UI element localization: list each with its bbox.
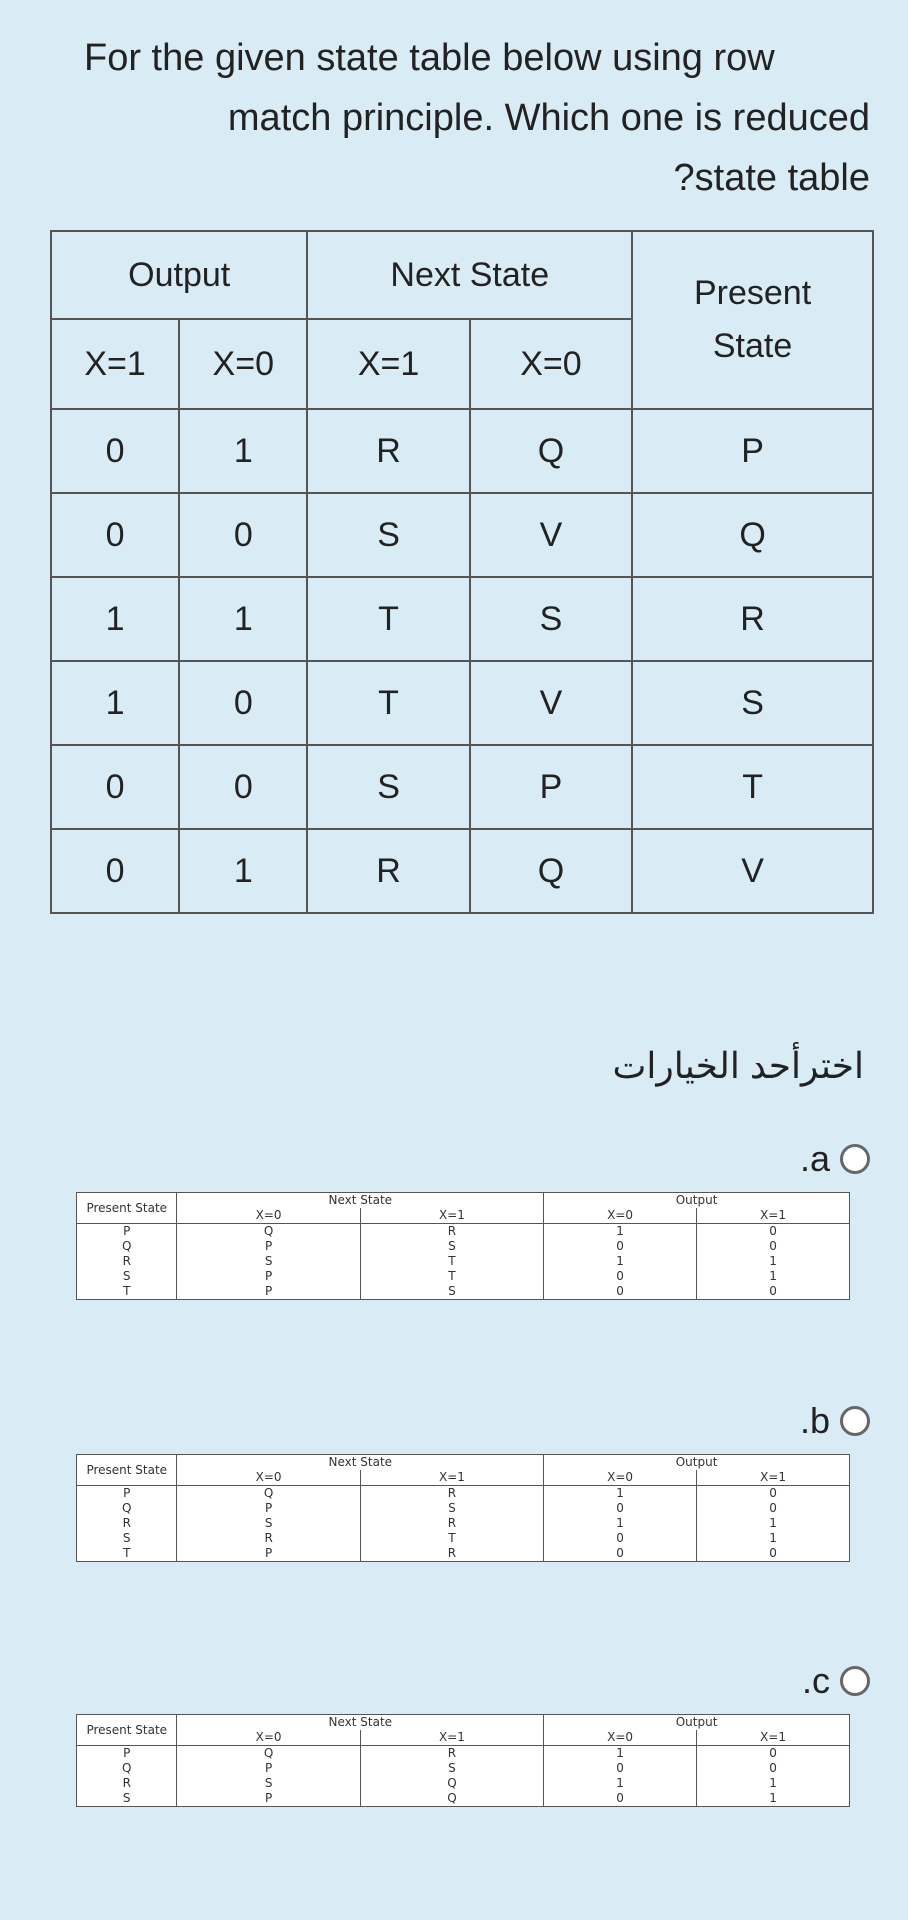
mini-subheader-row (77, 1470, 850, 1486)
table-cell: 0 (179, 661, 307, 745)
mini-table-cell: 1 (544, 1254, 697, 1269)
sub-header: X=0 (179, 319, 307, 409)
mini-header-row (77, 1193, 850, 1209)
table-cell: 0 (51, 829, 179, 913)
option-b-radio[interactable] (840, 1406, 870, 1436)
mini-table-row (77, 1776, 850, 1791)
mini-table-cell: P (177, 1761, 360, 1776)
mini-table-cell: 1 (697, 1254, 850, 1269)
mini-header-output: Output (544, 1715, 850, 1731)
header-present-line-1: Present (693, 274, 812, 312)
mini-table-row (77, 1239, 850, 1254)
header-present-line-2: State (712, 327, 793, 365)
mini-table-cell: 1 (697, 1269, 850, 1284)
table-cell: V (632, 829, 873, 913)
mini-table-cell: R (360, 1516, 543, 1531)
mini-table-cell: P (77, 1224, 177, 1240)
mini-table-cell: P (177, 1501, 360, 1516)
header-next-state: Next State (307, 231, 632, 319)
mini-table-cell: P (177, 1791, 360, 1807)
mini-table-cell: Q (77, 1501, 177, 1516)
table-row (51, 661, 873, 745)
mini-header-present: Present State (77, 1455, 177, 1486)
option-a-radio[interactable] (840, 1144, 870, 1174)
mini-table-cell: Q (360, 1776, 543, 1791)
mini-table-cell: Q (360, 1791, 543, 1807)
mini-subheader-row (77, 1208, 850, 1224)
mini-table-cell: S (360, 1239, 543, 1254)
table-cell: 1 (179, 409, 307, 493)
mini-header-present: Present State (77, 1715, 177, 1746)
mini-table-cell: 1 (697, 1791, 850, 1807)
mini-table-cell: Q (77, 1761, 177, 1776)
mini-header-row (77, 1715, 850, 1731)
mini-sub-header: X=1 (697, 1470, 850, 1486)
question-text (70, 28, 870, 208)
mini-table-cell: S (360, 1761, 543, 1776)
table-row (51, 745, 873, 829)
mini-header-output: Output (544, 1455, 850, 1471)
mini-table-cell: 0 (544, 1284, 697, 1300)
mini-table-row (77, 1546, 850, 1562)
mini-sub-header: X=1 (697, 1208, 850, 1224)
mini-table-cell: T (77, 1284, 177, 1300)
mini-table-cell: 0 (697, 1761, 850, 1776)
mini-header-next: Next State (177, 1455, 544, 1471)
mini-table-cell: 0 (544, 1791, 697, 1807)
table-cell: S (307, 493, 469, 577)
mini-sub-header: X=0 (544, 1730, 697, 1746)
option-a-label: .a (799, 1138, 830, 1179)
mini-table-cell: S (360, 1501, 543, 1516)
mini-table-row (77, 1791, 850, 1807)
mini-table-cell: 1 (544, 1224, 697, 1240)
table-cell: Q (470, 829, 632, 913)
table-cell: V (470, 661, 632, 745)
mini-table-cell: 1 (544, 1776, 697, 1791)
mini-sub-header: X=1 (360, 1730, 543, 1746)
mini-table-cell: S (77, 1531, 177, 1546)
mini-table-cell: 0 (544, 1501, 697, 1516)
table-cell: P (632, 409, 873, 493)
mini-table-cell: P (77, 1746, 177, 1762)
mini-table-cell: 1 (544, 1746, 697, 1762)
mini-subheader-row (77, 1730, 850, 1746)
option-a[interactable] (800, 1138, 870, 1180)
mini-table-cell: P (177, 1284, 360, 1300)
table-cell: 0 (51, 409, 179, 493)
table-cell: 0 (179, 745, 307, 829)
mini-table-cell: 0 (544, 1239, 697, 1254)
table-cell: 1 (179, 829, 307, 913)
table-cell: 0 (51, 745, 179, 829)
header-present-state (632, 231, 873, 409)
mini-table-row (77, 1254, 850, 1269)
sub-header: X=1 (307, 319, 469, 409)
mini-header-output: Output (544, 1193, 850, 1209)
mini-sub-header: X=0 (177, 1470, 360, 1486)
table-row (51, 493, 873, 577)
mini-table-cell: 1 (544, 1486, 697, 1502)
mini-table-row (77, 1761, 850, 1776)
option-c-table (76, 1714, 850, 1807)
option-b[interactable] (800, 1400, 870, 1442)
mini-table-cell: Q (77, 1239, 177, 1254)
option-b-table (76, 1454, 850, 1562)
mini-table-cell: 1 (697, 1531, 850, 1546)
option-c[interactable] (802, 1660, 870, 1702)
mini-table-cell: R (360, 1486, 543, 1502)
mini-table-cell: 0 (544, 1546, 697, 1562)
table-cell: R (632, 577, 873, 661)
header-output: Output (51, 231, 307, 319)
mini-table-cell: S (177, 1776, 360, 1791)
table-cell: Q (470, 409, 632, 493)
mini-table-cell: T (360, 1269, 543, 1284)
mini-table-cell: 0 (697, 1224, 850, 1240)
mini-sub-header: X=1 (360, 1208, 543, 1224)
table-cell: S (470, 577, 632, 661)
table-cell: 1 (179, 577, 307, 661)
mini-table-cell: S (360, 1284, 543, 1300)
mini-table-cell: 0 (697, 1284, 850, 1300)
question-line-1: For the given state table below using row (84, 37, 775, 79)
mini-table-row (77, 1516, 850, 1531)
option-c-label: .c (801, 1660, 830, 1701)
mini-table-cell: 1 (697, 1776, 850, 1791)
option-c-radio[interactable] (840, 1666, 870, 1696)
table-cell: 0 (179, 493, 307, 577)
mini-table-cell: 0 (544, 1531, 697, 1546)
table-cell: 0 (51, 493, 179, 577)
mini-sub-header: X=0 (177, 1208, 360, 1224)
mini-table-cell: R (360, 1546, 543, 1562)
table-cell: Q (632, 493, 873, 577)
mini-table-cell: 0 (544, 1269, 697, 1284)
option-a-table (76, 1192, 850, 1300)
mini-table-cell: P (77, 1486, 177, 1502)
table-row (51, 409, 873, 493)
mini-table-cell: P (177, 1546, 360, 1562)
question-line-2: match principle. Which one is reduced (227, 97, 870, 139)
choose-prompt: اخترأحد الخيارات (612, 1045, 864, 1086)
mini-table-row (77, 1501, 850, 1516)
state-table (50, 230, 874, 914)
mini-table-cell: T (360, 1531, 543, 1546)
mini-table-cell: 1 (544, 1516, 697, 1531)
mini-table-row (77, 1269, 850, 1284)
mini-table-cell: 0 (697, 1746, 850, 1762)
mini-header-present: Present State (77, 1193, 177, 1224)
mini-table-cell: 0 (544, 1761, 697, 1776)
mini-table-cell: R (360, 1746, 543, 1762)
sub-header: X=0 (470, 319, 632, 409)
mini-table-cell: Q (177, 1224, 360, 1240)
option-b-label: .b (799, 1400, 830, 1441)
mini-table-cell: S (77, 1269, 177, 1284)
mini-table-cell: T (360, 1254, 543, 1269)
table-cell: T (307, 577, 469, 661)
table-cell: S (307, 745, 469, 829)
mini-sub-header: X=1 (360, 1470, 543, 1486)
mini-table-cell: Q (177, 1486, 360, 1502)
table-cell: S (632, 661, 873, 745)
mini-table-cell: R (360, 1224, 543, 1240)
mini-table-cell: 0 (697, 1239, 850, 1254)
table-cell: 1 (51, 577, 179, 661)
mini-table-cell: S (177, 1516, 360, 1531)
mini-table-cell: R (77, 1516, 177, 1531)
mini-sub-header: X=0 (544, 1470, 697, 1486)
mini-sub-header: X=0 (177, 1730, 360, 1746)
mini-table-row (77, 1746, 850, 1762)
mini-table-cell: T (77, 1546, 177, 1562)
mini-table-cell: R (77, 1254, 177, 1269)
mini-table-cell: P (177, 1269, 360, 1284)
table-cell: P (470, 745, 632, 829)
mini-table-cell: P (177, 1239, 360, 1254)
mini-header-next: Next State (177, 1193, 544, 1209)
table-cell: T (307, 661, 469, 745)
mini-table-cell: 0 (697, 1501, 850, 1516)
table-row (51, 829, 873, 913)
mini-table-cell: S (77, 1791, 177, 1807)
question-line-3: ?state table (673, 157, 870, 199)
mini-header-row (77, 1455, 850, 1471)
table-cell: R (307, 829, 469, 913)
table-cell: 1 (51, 661, 179, 745)
table-cell: R (307, 409, 469, 493)
mini-table-row (77, 1531, 850, 1546)
sub-header: X=1 (51, 319, 179, 409)
mini-table-cell: 0 (697, 1486, 850, 1502)
mini-table-cell: 0 (697, 1546, 850, 1562)
mini-sub-header: X=0 (544, 1208, 697, 1224)
mini-table-cell: Q (177, 1746, 360, 1762)
table-cell: T (632, 745, 873, 829)
mini-table-row (77, 1284, 850, 1300)
mini-table-cell: S (177, 1254, 360, 1269)
mini-table-cell: R (77, 1776, 177, 1791)
mini-header-next: Next State (177, 1715, 544, 1731)
mini-table-cell: 1 (697, 1516, 850, 1531)
mini-table-row (77, 1224, 850, 1240)
mini-table-row (77, 1486, 850, 1502)
table-cell: V (470, 493, 632, 577)
mini-sub-header: X=1 (697, 1730, 850, 1746)
table-row (51, 577, 873, 661)
mini-table-cell: R (177, 1531, 360, 1546)
